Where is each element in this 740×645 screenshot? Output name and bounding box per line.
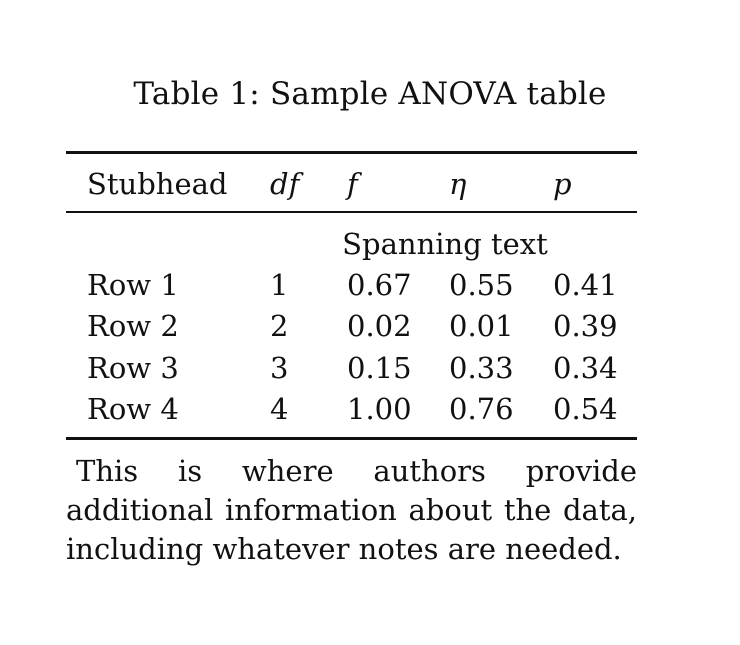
bottom-rule [66,437,637,440]
row-label: Row 4 [87,392,179,426]
table-note: This is where authors provide additional information about the data, including whatever notes are needed. [66,454,637,566]
row-label: Row 1 [87,268,179,302]
row-label: Row 3 [87,351,179,385]
header-f: f [347,167,358,201]
p-value: 0.39 [553,309,618,343]
eta-value: 0.33 [449,351,514,385]
header-p: p [553,167,572,201]
f-value: 0.02 [347,309,412,343]
p-value: 0.34 [553,351,618,385]
df-value: 3 [270,351,289,385]
df-value: 1 [270,268,289,302]
eta-value: 0.76 [449,392,514,426]
f-value: 1.00 [347,392,412,426]
f-value: 0.15 [347,351,412,385]
header-df: df [270,167,300,201]
header-rule [66,211,637,213]
eta-value: 0.01 [449,309,514,343]
df-value: 4 [270,392,289,426]
table-caption: Table 1: Sample ANOVA table [133,76,607,112]
df-value: 2 [270,309,289,343]
header-stubhead: Stubhead [87,167,228,201]
header-eta: η [449,167,467,201]
row-label: Row 2 [87,309,179,343]
spanning-text: Spanning text [342,227,548,261]
top-rule [66,151,637,154]
p-value: 0.41 [553,268,618,302]
f-value: 0.67 [347,268,412,302]
p-value: 0.54 [553,392,618,426]
eta-value: 0.55 [449,268,514,302]
